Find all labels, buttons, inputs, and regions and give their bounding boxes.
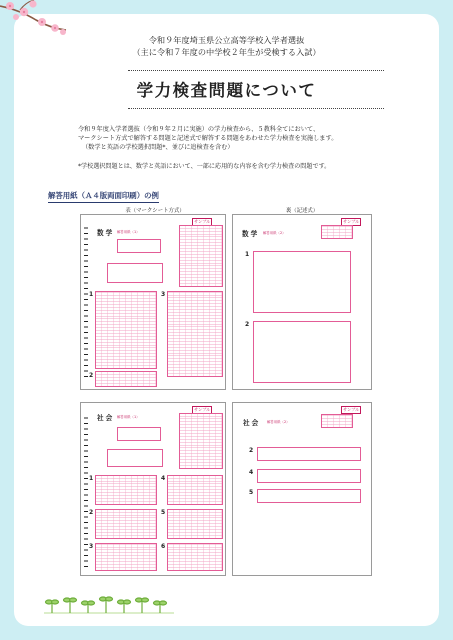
examinee-number-box (321, 414, 353, 428)
sheet-subject: 社会 (97, 414, 115, 422)
notes-box (117, 427, 161, 441)
answer-grid (167, 475, 223, 505)
marking-example-box (107, 263, 163, 283)
sample-badge: サンプル (194, 407, 211, 412)
answer-box (253, 251, 351, 313)
answer-grid (95, 371, 157, 387)
sheet-subject: 社会 (243, 419, 261, 427)
question-number: 1 (245, 251, 250, 258)
sample-badge: サンプル (194, 219, 211, 224)
marking-example-box (107, 449, 163, 467)
sheet-subject: 数学 (242, 230, 260, 238)
cherry-blossom-decoration (0, 0, 70, 38)
header-line-2: （主に令和７年度の中学校２年生が受検する入試） (132, 47, 321, 57)
answer-grid (95, 543, 157, 571)
question-number: 5 (249, 489, 254, 496)
intro-line-1: 令和９年度入学者選抜（令和９年２月に実施）の学力検査から、５教科全てにおいて、 (78, 126, 320, 133)
sheet-number: 解答用紙（1） (117, 230, 140, 234)
answer-grid (167, 291, 223, 377)
question-number: 2 (245, 321, 250, 328)
front-caption: 表（マークシート方式） (125, 208, 185, 214)
examinee-number-grid (179, 225, 223, 287)
page-card (14, 14, 439, 626)
question-number: 1 (89, 291, 94, 298)
answer-box (257, 469, 361, 483)
answer-box (253, 321, 351, 383)
timing-marks (84, 227, 88, 377)
social-back-sheet (232, 402, 372, 576)
question-number: 4 (249, 469, 254, 476)
intro-line-2: マークシート方式で解答する問題と記述式で解答する問題をあわせた学力検査を実施します。 (78, 135, 338, 142)
answer-box (257, 489, 361, 503)
answer-grid (95, 291, 157, 369)
sample-badge: サンプル (343, 407, 360, 412)
intro-line-3: （数学と英語の学校選択問題*、並びに追検査を含む） (82, 144, 234, 151)
bottom-dotted-rule (128, 108, 384, 109)
answer-grid (95, 509, 157, 539)
notes-box (117, 239, 161, 253)
answer-grid (167, 509, 223, 539)
header-line-1: 令和９年度埼玉県公立高等学校入学者選抜 (148, 35, 305, 45)
back-caption: 裏（記述式） (285, 208, 319, 214)
question-number: 3 (89, 543, 94, 550)
math-front-sheet (80, 214, 226, 390)
sample-badge: サンプル (343, 219, 360, 224)
intro-note: *学校選択問題とは、数学と英語において、一部に応用的な内容を含む学力検査の問題です。 (78, 163, 331, 170)
question-number: 2 (249, 447, 254, 454)
examinee-number-box (321, 225, 353, 239)
question-number: 4 (161, 475, 166, 482)
question-number: 1 (89, 475, 94, 482)
answer-grid (95, 475, 157, 505)
question-number: 6 (161, 543, 166, 550)
top-dotted-rule (128, 70, 384, 71)
question-number: 3 (161, 291, 166, 298)
section-title: 解答用紙（Ａ４版両面印刷）の例 (48, 190, 159, 203)
sheet-number: 解答用紙（2） (263, 231, 286, 235)
sprouts-decoration (44, 590, 174, 614)
sheet-number: 解答用紙（2） (267, 420, 290, 424)
timing-marks (84, 415, 88, 567)
sheet-number: 解答用紙（1） (117, 415, 140, 419)
question-number: 5 (161, 509, 166, 516)
answer-box (257, 447, 361, 461)
sheet-subject: 数学 (97, 229, 115, 237)
question-number: 2 (89, 372, 94, 379)
page-title: 学力検査問題について (136, 81, 317, 100)
social-front-sheet (80, 402, 226, 576)
examinee-number-grid (179, 413, 223, 469)
answer-grid (167, 543, 223, 571)
math-back-sheet (232, 214, 372, 390)
question-number: 2 (89, 509, 94, 516)
